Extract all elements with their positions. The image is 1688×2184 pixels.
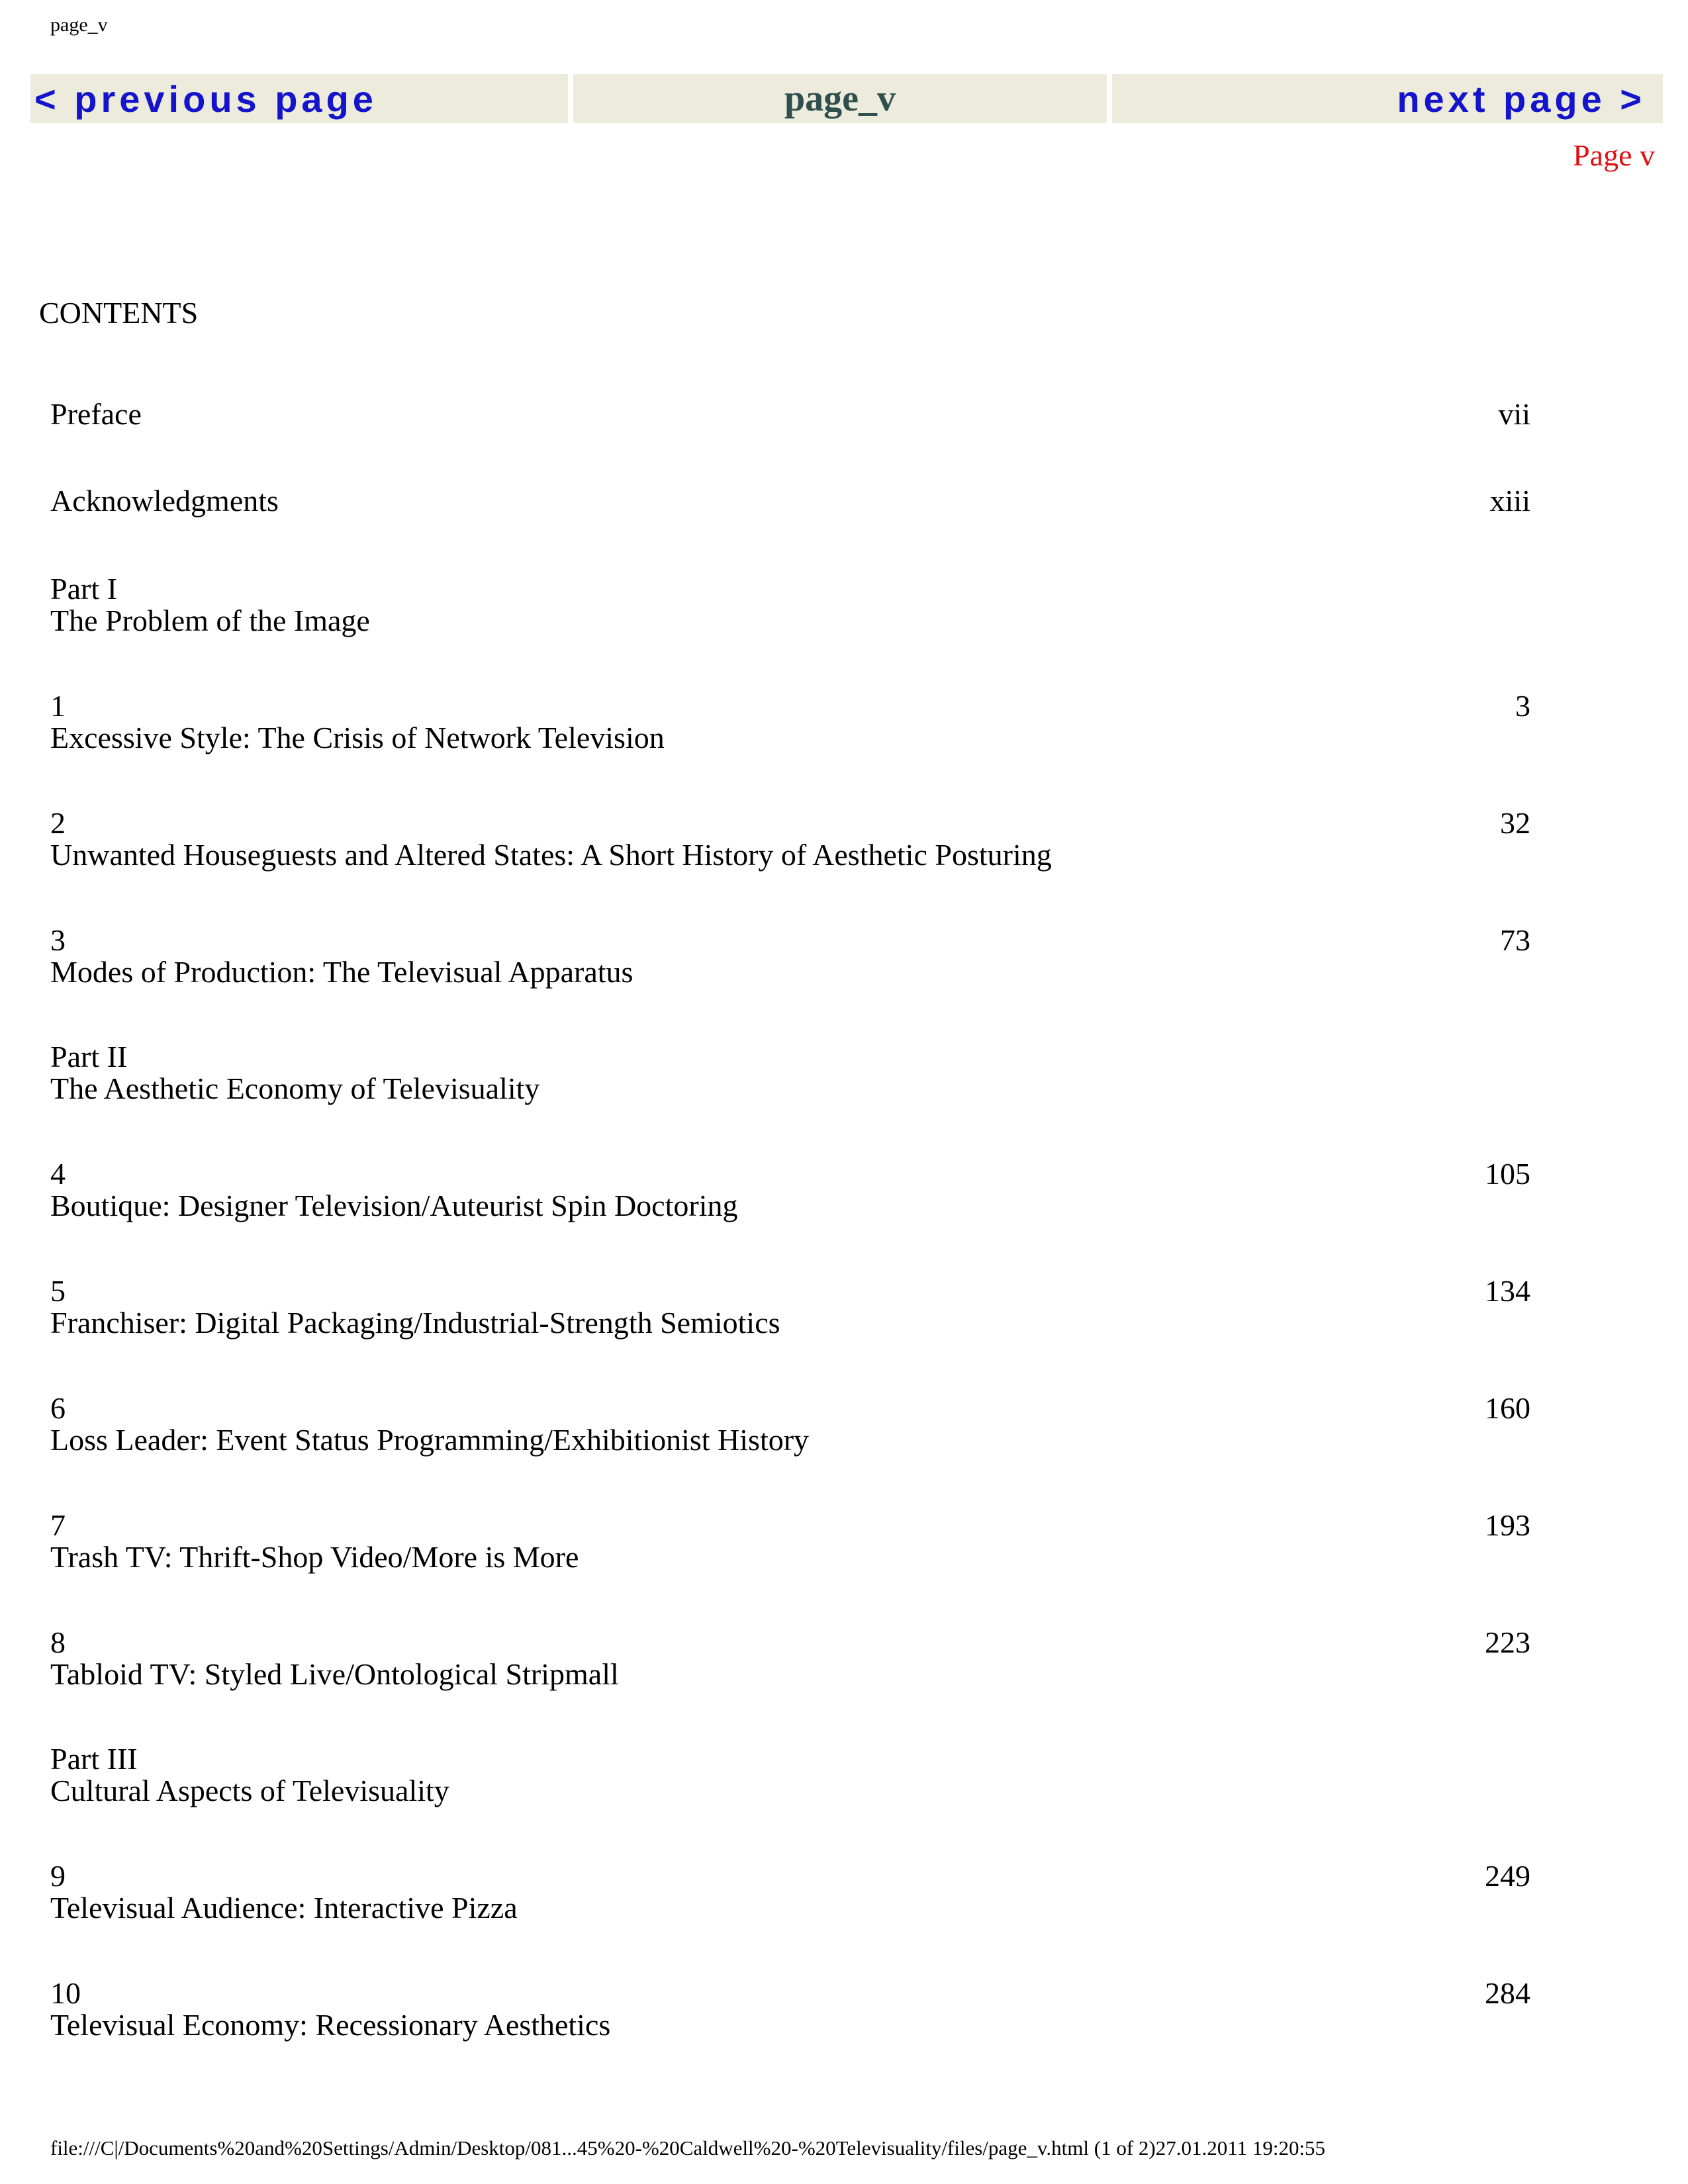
next-page-link[interactable]: next page >	[1397, 77, 1646, 120]
header-title: page_v	[50, 14, 108, 36]
toc-entry-title: Acknowledgments	[50, 484, 279, 518]
toc-entry-title: Cultural Aspects of Televisuality	[50, 1774, 449, 1807]
toc-entry-title: Boutique: Designer Television/Auteurist Spin Doctoring	[50, 1189, 738, 1222]
toc-entry-number: 9	[50, 1859, 66, 1893]
toc-entry-chapter-8	[50, 1627, 1530, 1690]
toc-entry-part-2	[50, 1041, 1530, 1105]
toc-entry-page: 3	[1515, 689, 1530, 723]
toc-entry-chapter-9	[50, 1860, 1530, 1924]
toc-entry-chapter-4	[50, 1158, 1530, 1222]
toc-entry-chapter-2	[50, 807, 1530, 871]
toc-entry-part-1	[50, 573, 1530, 637]
toc-entry-page: 105	[1485, 1157, 1530, 1191]
toc-entry-title: Excessive Style: The Crisis of Network Television	[50, 721, 665, 754]
toc-entry-number: Part III	[50, 1742, 138, 1776]
toc-entry-page: 73	[1500, 923, 1530, 957]
toc-entry-number: 6	[50, 1391, 66, 1425]
toc-entry-page: xiii	[1489, 484, 1530, 518]
toc-entry-title: Unwanted Houseguests and Altered States: A Short History of Aesthetic Posturing	[50, 838, 1052, 872]
current-page-label: page_v	[784, 78, 896, 119]
toc-entry-page: 160	[1485, 1391, 1530, 1425]
toc-entry-title: Loss Leader: Event Status Programming/Exhibitionist History	[50, 1423, 810, 1457]
toc-entry-title: Tabloid TV: Styled Live/Ontological Stripmall	[50, 1657, 619, 1691]
toc-entry-chapter-10	[50, 1978, 1530, 2041]
toc-entry-chapter-5	[50, 1275, 1530, 1339]
toc-entry-number: Part I	[50, 572, 117, 606]
toc-entry-number: Part II	[50, 1040, 128, 1073]
toc-entry-number: 8	[50, 1625, 66, 1659]
toc-entry-number: 5	[50, 1274, 66, 1308]
toc-entry-number: 1	[50, 689, 66, 723]
toc-entry-title: Televisual Economy: Recessionary Aesthetics	[50, 2008, 611, 2042]
previous-page-link[interactable]: < previous page	[34, 77, 377, 120]
footer-file-path: file:///C|/Documents%20and%20Settings/Admin/Desktop/081...45%20-%20Caldwell%20-%20Televisuality/files/page_v.html (1 of 2)27.01.2011 19:20:55	[50, 2136, 1326, 2160]
toc-entry-title: Trash TV: Thrift-Shop Video/More is More	[50, 1540, 579, 1574]
toc-entry-title: Franchiser: Digital Packaging/Industrial-Strength Semiotics	[50, 1306, 780, 1340]
toc-entry-page: 249	[1485, 1859, 1530, 1893]
toc-entry-number: 2	[50, 806, 66, 840]
toc-entry-preface	[50, 398, 1530, 430]
toc-entry-page: 134	[1485, 1274, 1530, 1308]
toc-entry-number: 3	[50, 923, 66, 957]
toc-entry-chapter-6	[50, 1392, 1530, 1456]
toc-entry-page: 32	[1500, 806, 1530, 840]
toc-entry-part-3	[50, 1743, 1530, 1807]
toc-entry-title: The Problem of the Image	[50, 604, 370, 637]
toc-entry-title: The Aesthetic Economy of Televisuality	[50, 1071, 540, 1105]
toc-entry-title: Preface	[50, 397, 142, 431]
toc-entry-number: 7	[50, 1508, 66, 1542]
toc-entry-chapter-1	[50, 690, 1530, 754]
toc-entry-title: Televisual Audience: Interactive Pizza	[50, 1891, 518, 1925]
toc-entry-page: 193	[1485, 1508, 1530, 1542]
toc-entry-chapter-3	[50, 925, 1530, 988]
contents-heading: CONTENTS	[39, 296, 199, 330]
toc-entry-page: vii	[1498, 397, 1530, 431]
toc-entry-chapter-7	[50, 1510, 1530, 1573]
toc-entry-number: 10	[50, 1976, 81, 2010]
page-marker: Page v	[1573, 138, 1655, 172]
toc-entry-page: 223	[1485, 1625, 1530, 1659]
toc-entry-number: 4	[50, 1157, 66, 1191]
toc-entry-acknowledgments	[50, 485, 1530, 517]
toc-entry-title: Modes of Production: The Televisual Apparatus	[50, 955, 633, 989]
table-of-contents	[50, 0, 1530, 2184]
toc-entry-page: 284	[1485, 1976, 1530, 2010]
